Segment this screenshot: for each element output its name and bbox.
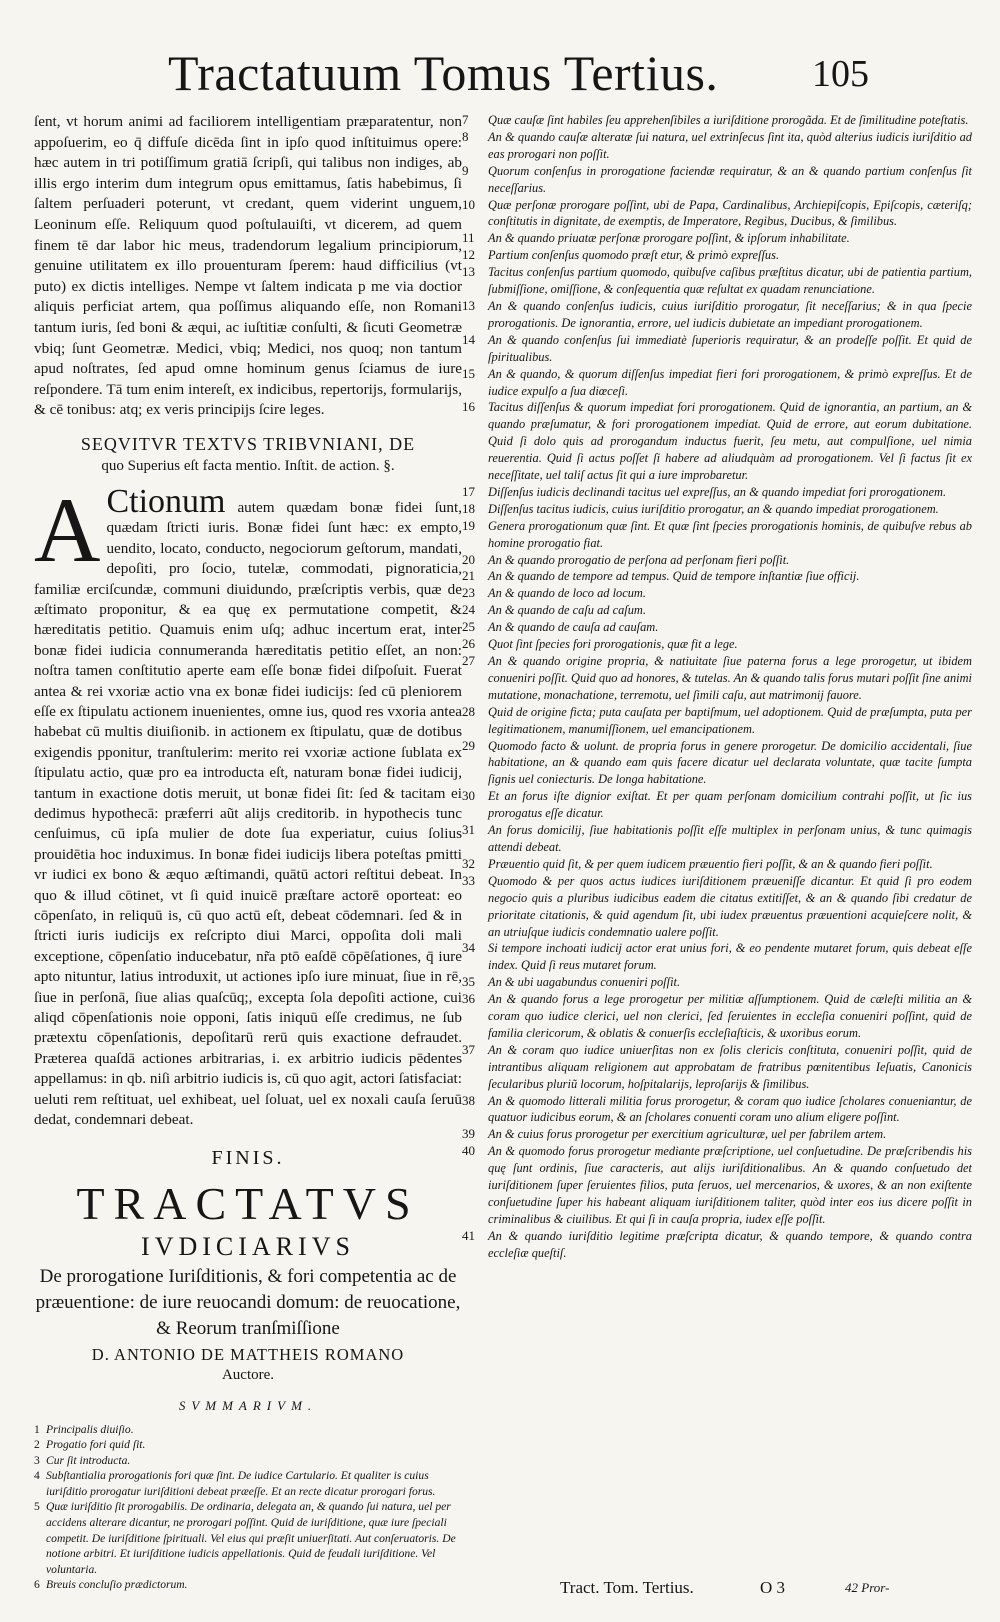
index-entry xyxy=(462,247,972,264)
index-number: 32 xyxy=(462,855,475,871)
index-entry xyxy=(462,636,972,653)
index-entry xyxy=(462,602,972,619)
index-text: An & ubi uagabundus conueniri poſſit. xyxy=(488,975,681,990)
index-text: Præuentio quid ſit, & per quem iudicem præuentio fieri poſſit, & an & quando fieri poſſit. xyxy=(488,856,933,871)
index-entry xyxy=(462,991,972,1042)
index-number: 13 xyxy=(462,297,475,313)
index-text: An & quando cauſæ alteratæ ſui natura, uel extrinſecus ſint ita, quòd alterius iudicis iuriſditio ad eas prorogari non poſſit. xyxy=(488,129,972,161)
index-text: Diſſenſus tacitus iudicis, cuius iuriſditio prorogatur, an & quando impediat prorogationem. xyxy=(488,501,939,516)
index-number: 23 xyxy=(462,585,475,601)
index-text: Quorum conſenſus in prorogatione faciendæ requiratur, & an & quando partium conſenſus ſit neceſſarius. xyxy=(488,163,972,195)
summary-list xyxy=(34,1422,462,1594)
index-entry xyxy=(462,856,972,873)
index-entry xyxy=(462,822,972,856)
index-number: 21 xyxy=(462,568,475,584)
index-entry xyxy=(462,568,972,585)
index-entry xyxy=(462,974,972,991)
index-entry xyxy=(462,1228,972,1262)
index-number: 36 xyxy=(462,991,475,1007)
index-entry xyxy=(462,940,972,974)
index-text: An & quomodo litterali militia forus prorogetur, & coram quo iudice ſcholares conueniantur, de quatuor iudicibus eorum, & an ſcholares conuenti coram uno alium eligere poſſint. xyxy=(488,1093,972,1125)
index-number: 16 xyxy=(462,399,475,415)
summary-number: 3 xyxy=(34,1453,40,1467)
index-text: An & quando, & quorum diſſenſus impediat fieri fori prorogationem, & primò expreſſus. Et de iudice expulſo a ſua diœceſi. xyxy=(488,366,972,398)
index-text: Quot ſint ſpecies fori prorogationis, quæ fit a lege. xyxy=(488,637,738,652)
summary-item xyxy=(34,1437,462,1453)
index-entry xyxy=(462,163,972,197)
index-number: 38 xyxy=(462,1092,475,1108)
index-text: An & quando conſenſus iudicis, cuius iuriſditio prorogatur, ſit neceſſarius; & in qua ſpecie prorogationis. De ignorantia, errore, uel iudicis dubietate an impediant prorogationem. xyxy=(488,298,972,330)
treatise-subtitle: De prorogatione Iuriſditionis, & fori competentia ac de præuentione: de iure reuocandi domum: de reuocatione, & Reorum tranſmiſſione xyxy=(35,1265,461,1339)
summary-text: Breuis concluſio prædictorum. xyxy=(46,1578,188,1592)
index-entry xyxy=(462,129,972,163)
index-entry xyxy=(462,653,972,704)
index-entry xyxy=(462,738,972,789)
index-text: An & coram quo iudice uniuerſitas non ex ſolis clericis conſtituta, conueniri poſſit, quid de intrantibus aliquam religionem aut approbatam de fratribus pœnitentibus Ieſuatis, Canonicis ſecularibus pluriũ locorum, hoſpitalarijs, leproſarijs & ſimilibus. xyxy=(488,1042,972,1091)
index-number: 40 xyxy=(462,1143,475,1159)
actionum-text-block xyxy=(34,478,462,1131)
index-text: Tacitus diſſenſus & quorum impediat fori prorogationem. Quid de ignorantia, an partium, an & quando præſumatur, & fori prorogationem impediat. Quid de errore, aut eorum dubitatione. Quid ſi dolo quis ad prorogandum inductus fuerit, ſeu metu, aut compulſione, uel nimia reuerentia. Quid ſi actus poſſet ſi habere ad aliudquàm ad prorogationem. Vel ſi factus ſit ex neceſſitate, uel taliſ actus ſit qui a iure improbaretur. xyxy=(488,400,972,483)
index-text: An & quando de caſu ad caſum. xyxy=(488,603,646,618)
index-number: 13 xyxy=(462,264,475,280)
index-entry xyxy=(462,230,972,247)
signature-mark: O 3 xyxy=(760,1578,786,1597)
drop-capital: A xyxy=(34,478,101,581)
summary-number: 2 xyxy=(34,1438,40,1452)
summary-text: Subſtantialia prorogationis fori quæ ſint. De iudice Cartulario. Et qualiter is cuius iuriſditio prorogatur iuriſditioni debeat præeſſe. Et an recte dicatur prorogari forus. xyxy=(46,1469,436,1498)
index-number: 19 xyxy=(462,517,475,533)
index-number: 30 xyxy=(462,788,475,804)
running-head xyxy=(0,30,1000,120)
summary-item xyxy=(34,1422,462,1438)
index-entry xyxy=(462,704,972,738)
index-text: Quomodo & per quos actus iudices iuriſditionem præueniſſe dicantur. Et quid ſi pro eodem negocio quis a pluribus iudicibus eadem die citatus extitiſſet, & an & quando ſibi credatur de prioritate citationis, & quid agendum ſit, ubi iudex præuentus præuentioni acquieſcere nolit, & an utriuſque iudicis condemnatio ualere poſſit. xyxy=(488,873,972,939)
index-entry xyxy=(462,873,972,941)
index-entry xyxy=(462,585,972,602)
summary-text: Progatio fori quid ſit. xyxy=(46,1438,146,1452)
summary-text: Principalis diuiſio. xyxy=(46,1422,134,1436)
index-number: 31 xyxy=(462,822,475,838)
index-text: An & cuius forus prorogetur per exercitium agriculturæ, uel per fabrilem artem. xyxy=(488,1127,887,1142)
index-entry xyxy=(462,788,972,822)
summarium-heading: SVMMARIVM. xyxy=(178,1397,318,1413)
sequitur-subtitle: quo Superius eſt facta mentio. Inſtit. de action. §. xyxy=(101,457,395,474)
index-text: Quomodo facto & uolunt. de propria forus in genere prorogetur. De domicilio accidentali, ſiue habitatione, an & quando eam quis facere dicatur uel declarata voluntate, quæ tacite ſumpta ſignis uel coniecturis. De longa habitatione. xyxy=(488,738,972,787)
index-entry xyxy=(462,298,972,332)
catchword: 42 Pror- xyxy=(845,1580,890,1595)
summary-number: 4 xyxy=(34,1469,40,1483)
index-text: Genera prorogationum quæ ſint. Et quæ ſint ſpecies prorogationis hominis, de quibuſve rebus ab homine prorogatio fiat. xyxy=(488,518,972,550)
index-text: Quæ perſonæ prorogare poſſint, ubi de Papa, Cardinalibus, Archiepiſcopis, Epiſcopis, cæteriſq; conſtitutis in dignitate, de exemptis, de Imperatore, Regibus, Ducibus, & ſimilibus. xyxy=(488,197,972,229)
index-number: 37 xyxy=(462,1041,475,1057)
index-entry xyxy=(462,399,972,484)
opening-word: Ctionum xyxy=(106,482,226,520)
index-number: 35 xyxy=(462,974,475,990)
index-number: 25 xyxy=(462,619,475,635)
index-entry xyxy=(462,112,972,129)
index-entry xyxy=(462,484,972,501)
summary-item xyxy=(34,1468,462,1499)
index-text: Tacitus conſenſus partium quomodo, quibuſve caſibus præſtitus dicatur, ubi de patientia partium, ſubmiſſione, omiſſione, & conſequentia quæ reſultat ex quadam renunciatione. xyxy=(488,265,972,297)
index-entry xyxy=(462,1126,972,1143)
index-number: 8 xyxy=(462,128,469,144)
page-footer xyxy=(0,1578,1000,1602)
index-number: 10 xyxy=(462,196,475,212)
index-entry xyxy=(462,1093,972,1127)
index-number: 26 xyxy=(462,636,475,652)
index-entry xyxy=(462,1143,972,1228)
summary-number: 6 xyxy=(34,1578,40,1592)
index-number: 33 xyxy=(462,872,475,888)
index-number: 39 xyxy=(462,1126,475,1142)
summary-item xyxy=(34,1499,462,1577)
index-number: 27 xyxy=(462,653,475,668)
index-number: 41 xyxy=(462,1227,475,1243)
index-number: 20 xyxy=(462,551,475,567)
index-number: 28 xyxy=(462,703,475,719)
summary-number: 1 xyxy=(34,1422,40,1436)
footer-title: Tract. Tom. Tertius. xyxy=(560,1578,694,1597)
index-text: An & quando forus a lege prorogetur per militiæ aſſumptionem. Quid de cæleſti militia an & coram quo iudice clerici, uel non clerici, ſed ſeruientes in eccleſia conueniri poſſint, quid de familia clericorum, & oblatis & conuerſis eccleſiaſticis, & uxoribus eorum. xyxy=(488,992,972,1040)
index-number: 14 xyxy=(462,331,475,347)
sequitur-heading xyxy=(34,433,462,477)
index-number: 24 xyxy=(462,602,475,618)
summary-text: Cur ſit introducta. xyxy=(46,1453,131,1467)
summary-text: Quæ iuriſditio ſit prorogabilis. De ordinaria, delegata an, & quando ſui natura, uel per accidens alterare dicantur, ne prorogari poſſint. Quid de iuriſditione, quæ iure ſpeciali competit. De iuriſditione ſpirituali. Vel eius qui præſit uniuerſitati. Aut conſeruatoris. De notione arbitri. Et iuriſditione iudicis appellationis. Quid de feudali iuriſditione. Vel voluntaria. xyxy=(46,1500,456,1576)
index-entry xyxy=(462,1042,972,1093)
iudiciarius-title: IVDICIARIVS xyxy=(141,1231,355,1261)
index-number: 34 xyxy=(462,940,475,956)
index-text: Diſſenſus iudicis declinandi tacitus uel expreſſus, an & quando impediat fori prorogationem. xyxy=(488,484,947,499)
finis-mark: FINIS. xyxy=(211,1146,285,1169)
index-number: 17 xyxy=(462,483,475,499)
sequitur-title: SEQVITVR TEXTVS TRIBVNIANI, DE xyxy=(80,433,416,454)
running-title: Tractatuum Tomus Tertius. xyxy=(168,45,719,101)
index-number: 12 xyxy=(462,247,475,263)
left-column xyxy=(34,112,462,1592)
index-text: An & quando de cauſa ad cauſam. xyxy=(488,620,659,635)
index-entry xyxy=(462,518,972,552)
index-text: Partium conſenſus quomodo præſt etur, & primò expreſſus. xyxy=(488,248,780,263)
numbered-index xyxy=(462,112,972,1262)
index-text: An & quando de tempore ad tempus. Quid de tempore inſtantiæ ſiue officij. xyxy=(488,569,860,584)
summary-item xyxy=(34,1453,462,1469)
actionum-body: autem quædam bonæ fidei ſunt, quædam ſtricti iuris. Bonæ fidei ſunt hæc: ex empto, uendito, locato, conducto, negociorum geſtorum, mandati, depoſiti, pro ſocio, tutelæ, commodati, pignoraticia, familiæ erciſcundæ, communi diuidundo, præſcriptis verbis, quæ de æſtimato proponitur, & ea quę ex permutatione competit, & hæreditatis petitio. Quamuis enim uſq; adhuc incertum erat, inter bonæ fidei iudicia connumeranda hæreditatis petitio eſſet, an non: noſtra tamen conſtitutio aperte eam eſſe bonæ fidei diſpoſuit. Fuerat antea & rei vxoriæ actio vna ex bonæ fidei iudicijs: ſed cū pleniorem eſſe ex ſtipulatu actionem inuenientes, omne ius, quod res vxoria antea habebat cū multis diuiſionib. in actionem ex ſtipulatu, quæ de dotibus exigendis pponitur, tranſtulerim: merito rei vxoriæ actione ſublata ex ſtipulatu actio, quæ pro ea introducta eſt, naturam bonæ fidei iudicij, tantum in exactione dotis meruit, ut bonæ fidei ſit: ſed & tacitam ei dedimus hypothecā: præferri aũt alijs creditorib. in hypothecis tunc cenſuimus, cū ipſa mulier de dote ſua experiatur, cuius ſolius prouidētia hoc induximus. In bonæ fidei iudicijs libera poteſtas pmitti vr iudici ex bono & æquo æſtimandi, quātū actori reſtitui debeat. In quo & illud cōtinet, vt ſi quid inuicē præſtare actorē oporteat: eo cōpenſato, in reliquū is, cū quo actū eſt, debeat cōdemnari. ſed & in ſtricti iuris iudicijs ex reſcripto diui Marci, oppoſita doli mali exceptione, cōpenſatio inducebatur, nr̃a ptō eaſdē cōpēſationes, q̄ iure apto nituntur, latius introduxit, ut actiones ipſo iure minuat, ſiue in rē, ſiue in perſonā, ſiue alias quaſcūq;, excepta ſola depoſiti actione, cui aliqd cōpenſationis noie opponi, ſatis iniquū eſſe credimus, ne ſub prætextu cōpenſationis, depoſitarū rerū quis exactione defraudet. Præterea quaſdā actiones arbitrarias, i. ex arbitrio iudicis pēdentes appellamus: in qb. niſi arbitrio iudicis is, cū quo agit, actori ſatisfaciat: ueluti rem reſtituat, uel exhibeat, uel ſoluat, uel ex noxali cauſa ſeruū dedat, condemnari debeat. xyxy=(34,498,462,1129)
index-text: Quæ cauſæ ſint habiles ſeu apprehenſibiles a iuriſditione prorogãda. Et de ſimilitudine poteſtatis. xyxy=(488,113,969,127)
index-text: Et an forus iſte dignior exiſtat. Et per quam perſonam domicilium contrahi poſſit, ut ſic ius prorogatus eſſe dicatur. xyxy=(488,789,972,821)
index-text: An & quando priuatæ perſonæ prorogare poſſint, & ipſorum inhabilitate. xyxy=(488,231,850,246)
index-entry xyxy=(462,619,972,636)
index-number: 15 xyxy=(462,365,475,381)
index-entry xyxy=(462,501,972,518)
tractatus-title: TRACTATVS xyxy=(76,1177,420,1229)
index-text: An & quando conſenſus ſui immediatè ſuperioris requiratur, & an prodeſſe poſſit. Et quid de ſpiritualibus. xyxy=(488,332,972,364)
index-number: 11 xyxy=(462,230,475,246)
intro-paragraph: ſent, vt horum animi ad faciliorem intelligentiam præparatentur, non appoſuerim, eo q̄ diffuſe dicēda ſint in ipſo quod inſtituimus opere: hæc autem in tri potiſſimum gratiā ſcripſi, qui talibus non indiges, ab illis ergo interim dum integrum opus emittamus, ſatis habebimus, ſi ſaltem perſuaderi poterunt, vt credant, quem viderint unguem, Leoninum eſſe. Reliquum quod poſtulauiſti, vt dicerem, ad quem finem tē dar labor hic meus, tradendorum legalium principiorum, genuine utilitatem ex illo prouenturam ſperem: haud difficilius (vt puto) ex dictis intelliges. Nempe vt ſaltem indicata p me via doctior aliquis perficiat artem, qua poſſimus aliquando eſſe, non Romani tantum iuris, ſed boni & æqui, ac iuſtitiæ conſulti, & ſicuti Geometræ vbiq; ſunt Geometræ. Medici, vbiq; Medici, nos quoq; non tantum apud noſtrates, ſed apud omne hominum genus ſciamus de iure reſpondere. Tā tum enim intereſt, ex indicibus, repertorijs, formularijs, & cē tonibus: atq; ex veris principijs ſcire leges. xyxy=(34,113,462,419)
auctore-label: Auctore. xyxy=(221,1366,275,1383)
summary-number: 5 xyxy=(34,1500,40,1514)
index-entry xyxy=(462,264,972,298)
index-entry xyxy=(462,366,972,400)
index-text: An & quando prorogatio de perſona ad perſonam fieri poſſit. xyxy=(488,552,790,567)
index-number: 9 xyxy=(462,162,469,178)
index-text: An & quando iuriſditio legitime præſcripta dicatur, & quando tempore, & quando contra eccleſiæ queſtiſ. xyxy=(488,1228,972,1260)
index-text: Si tempore inchoati iudicij actor erat unius fori, & eo pendente mutaret forum, quis debeat eſſe index. Quid ſi reus mutaret forum. xyxy=(488,941,972,973)
index-text: An & quando origine propria, & natiuitate ſiue paterna forus a lege prorogetur, ut ibidem conueniri poſſit. Quid quo ad honores, & tutelas. An & quando talis forus mutari poſſit ſine animi mutatione, monachatione, terremotu, uel ſimili caſu, aut matrimonij fauore. xyxy=(488,654,972,702)
index-text: An & quomodo forus prorogetur mediante præſcriptione, uel conſuetudine. De præſcribendis his quę ſunt ordinis, ſiue caracteris, aut alijs iuriſditionalibus. An & quando conſuetudo det iuriſditionem ſuper ſeruientes filios, puta ſeruos, uel mercenarios, & uxores, & an non exiſtente conſuetudine ſuper his habeant aliquam iuriſditionem taliter, quòd inter eos ius dicere poſſit in criminalibus & ciuilibus. Et qui ſi in cauſa propria, iudex eſſe poſſit. xyxy=(488,1144,972,1226)
author-line: D. ANTONIO DE MATTHEIS ROMANO xyxy=(91,1344,405,1364)
index-text: Quid de origine ficta; puta cauſata per baptiſmum, uel adoptionem. Quid de præſumpta, puta per legitimationem, manumiſſionem, uel emancipationem. xyxy=(488,704,972,736)
index-number: 29 xyxy=(462,737,475,753)
index-text: An & quando de loco ad locum. xyxy=(488,586,646,601)
index-number: 7 xyxy=(462,112,469,127)
index-entry xyxy=(462,552,972,569)
index-entry xyxy=(462,197,972,231)
index-text: An forus domicilij, ſiue habitationis poſſit eſſe multiplex in perſonam unius, & tunc quimagis attendi debeat. xyxy=(488,823,972,854)
index-number: 18 xyxy=(462,500,475,516)
index-entry xyxy=(462,332,972,366)
page-number: 105 xyxy=(812,53,869,95)
right-column xyxy=(462,112,972,1567)
